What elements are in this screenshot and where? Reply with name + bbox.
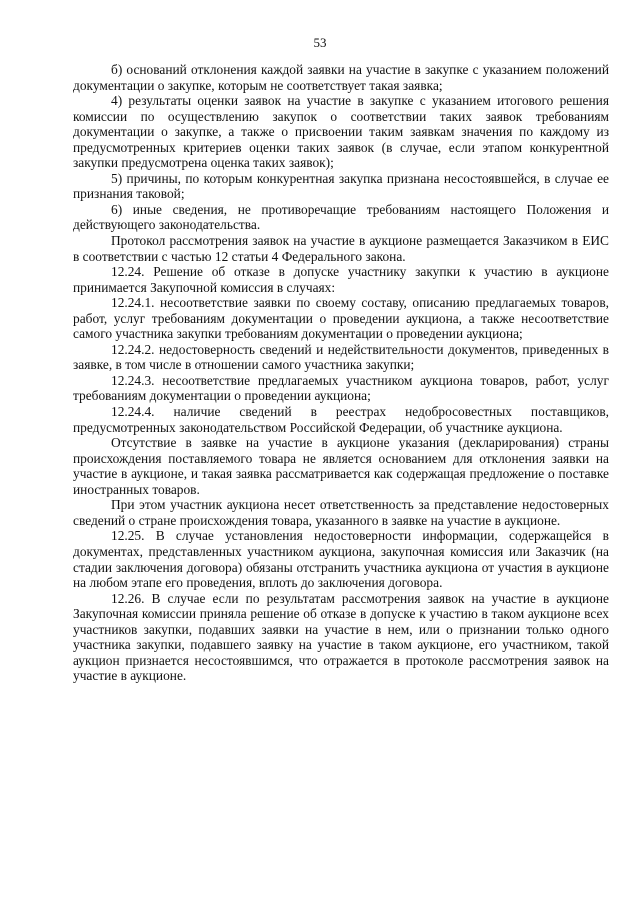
paragraph-b-rejection-reasons: б) оснований отклонения каждой заявки на участие в закупке с указанием положений документации о закупке, которым не соответствует такая заявка; [73,62,609,93]
paragraph-participant-responsibility: При этом участник аукциона несет ответственность за представление недостоверных сведений о стране происхождения товара, указанного в заявке на участие в аукционе. [73,497,609,528]
paragraph-12-24-4: 12.24.4. наличие сведений в реестрах недобросовестных поставщиков, предусмотренных законодательством Российской Федерации, об участнике аукциона. [73,404,609,435]
paragraph-12-24-2: 12.24.2. недостоверность сведений и недействительности документов, приведенных в заявке, в том числе в отношении самого участника закупки; [73,341,609,373]
page-number: 53 [313,35,327,50]
paragraph-12-24-3: 12.24.3. несоответствие предлагаемых участником аукциона товаров, работ, услуг требованиям документации о проведении аукциона; [73,372,609,404]
paragraph-12-26: 12.26. В случае если по результатам рассмотрения заявок на участие в аукционе Закупочная комиссии приняла решение об отказе в допуске к участию в таком аукционе всех участников закупки, подавших заявки на участие в нем, или о признании только одного участника закупки, подавшего заявку на участие в таком аукционе, его участником, такой аукцион признается несостоявшимся, что отражается в протоколе рассмотрения заявок на участие в аукционе. [73,590,609,684]
paragraph-12-24-1: 12.24.1. несоответствие заявки по своему составу, описанию предлагаемых товаров, работ, услуг требованиям документации о проведении аукциона, а также несоответствие самого участника закупки требованиям документации о проведении аукциона; [73,295,609,342]
paragraph-country-of-origin: Отсутствие в заявке на участие в аукционе указания (декларирования) страны происхождения поставляемого товара не является основанием для отклонения заявки на участие в аукционе, и такая заявка рассматривается как содержащая предложение о поставке иностранных товаров. [73,435,609,497]
paragraph-5-failure-reasons: 5) причины, по которым конкурентная закупка признана несостоявшейся, в случае ее признания таковой; [73,170,609,202]
paragraph-6-other-info: 6) иные сведения, не противоречащие требованиям настоящего Положения и действующего законодательства. [73,201,609,233]
document-body [73,62,609,684]
paragraph-4-evaluation-results: 4) результаты оценки заявок на участие в закупке с указанием итогового решения комиссии по осуществлению закупок о соответствии таких заявок требованиям документации о закупке, а также о присвоении таким заявкам значения по каждому из предусмотренных критериев оценки таких заявок (в случае, если этапом конкурентной закупки предусмотрена оценка таких заявок); [73,93,609,171]
paragraph-12-24: 12.24. Решение об отказе в допуске участнику закупки к участию в аукционе принимается Закупочной комиссия в случаях: [73,264,609,295]
paragraph-12-25: 12.25. В случае установления недостоверности информации, содержащейся в документах, представленных участником аукциона, закупочная комиссия или Заказчик (на стадии заключения договора) обязаны отстранить участника аукциона от участия в аукционе на любом этапе его проведения, вплоть до заключения договора. [73,528,609,591]
paragraph-protocol-publication: Протокол рассмотрения заявок на участие в аукционе размещается Заказчиком в ЕИС в соответствии с частью 12 статьи 4 Федерального закона. [73,233,609,264]
